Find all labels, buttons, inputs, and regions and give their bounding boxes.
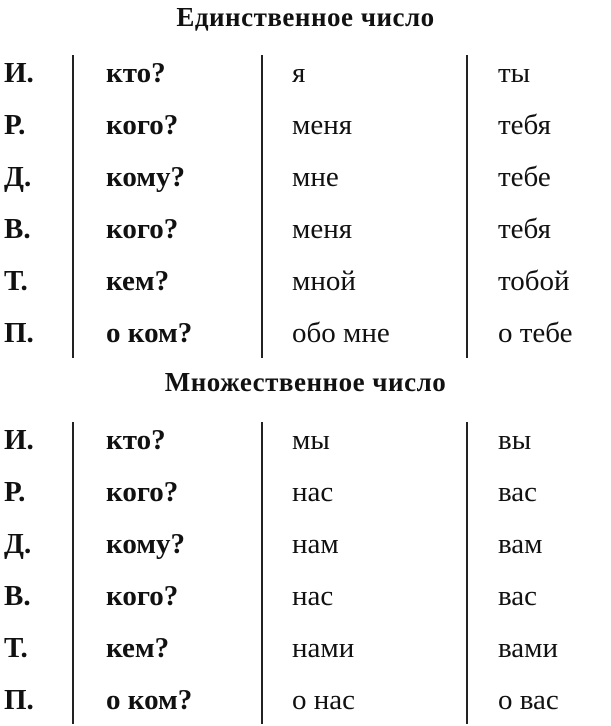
second-person-form: тебе bbox=[498, 161, 551, 193]
singular-title: Единственное число bbox=[176, 2, 435, 32]
first-person-form: меня bbox=[292, 213, 353, 245]
second-person-form: тобой bbox=[498, 265, 570, 297]
first-person-form: мы bbox=[292, 424, 330, 456]
case-question: кому? bbox=[106, 528, 186, 560]
second-person-form: вас bbox=[498, 580, 538, 612]
second-person-form: вы bbox=[498, 424, 532, 456]
case-label: Т. bbox=[4, 265, 28, 297]
case-label: Д. bbox=[4, 161, 32, 193]
second-person-form: ты bbox=[498, 57, 531, 89]
case-question: кого? bbox=[106, 213, 179, 245]
case-question: кого? bbox=[106, 580, 179, 612]
case-label: В. bbox=[4, 213, 31, 245]
second-person-form: вам bbox=[498, 528, 543, 560]
case-label: Р. bbox=[4, 109, 26, 141]
first-person-form: я bbox=[292, 57, 306, 89]
first-person-form: меня bbox=[292, 109, 353, 141]
case-label: В. bbox=[4, 580, 31, 612]
second-person-form: тебя bbox=[498, 213, 551, 245]
first-person-form: мне bbox=[292, 161, 339, 193]
case-question: о ком? bbox=[106, 317, 193, 349]
table-row bbox=[0, 466, 611, 518]
case-question: кого? bbox=[106, 109, 179, 141]
table-row bbox=[0, 151, 611, 203]
plural-title: Множественное число bbox=[164, 367, 447, 397]
case-label: П. bbox=[4, 684, 34, 716]
case-question: кто? bbox=[106, 424, 166, 456]
table-row bbox=[0, 99, 611, 151]
table-row bbox=[0, 518, 611, 570]
case-question: кем? bbox=[106, 632, 170, 664]
table-row bbox=[0, 622, 611, 674]
case-label: П. bbox=[4, 317, 34, 349]
table-row bbox=[0, 414, 611, 466]
case-label: Т. bbox=[4, 632, 28, 664]
case-question: кто? bbox=[106, 57, 166, 89]
second-person-form: вами bbox=[498, 632, 559, 664]
first-person-form: мной bbox=[292, 265, 356, 297]
case-label: И. bbox=[4, 57, 34, 89]
first-person-form: нам bbox=[292, 528, 339, 560]
case-label: И. bbox=[4, 424, 34, 456]
table-row bbox=[0, 307, 611, 359]
first-person-form: нас bbox=[292, 580, 334, 612]
case-label: Д. bbox=[4, 528, 32, 560]
second-person-form: тебя bbox=[498, 109, 551, 141]
table-row bbox=[0, 203, 611, 255]
first-person-form: обо мне bbox=[292, 317, 390, 349]
table-row bbox=[0, 47, 611, 99]
second-person-form: о вас bbox=[498, 684, 559, 716]
case-question: кому? bbox=[106, 161, 186, 193]
table-row bbox=[0, 255, 611, 307]
second-person-form: вас bbox=[498, 476, 538, 508]
first-person-form: о нас bbox=[292, 684, 356, 716]
case-question: кого? bbox=[106, 476, 179, 508]
table-row bbox=[0, 570, 611, 622]
first-person-form: нами bbox=[292, 632, 355, 664]
first-person-form: нас bbox=[292, 476, 334, 508]
case-question: о ком? bbox=[106, 684, 193, 716]
second-person-form: о тебе bbox=[498, 317, 573, 349]
table-row bbox=[0, 674, 611, 726]
case-label: Р. bbox=[4, 476, 26, 508]
case-question: кем? bbox=[106, 265, 170, 297]
